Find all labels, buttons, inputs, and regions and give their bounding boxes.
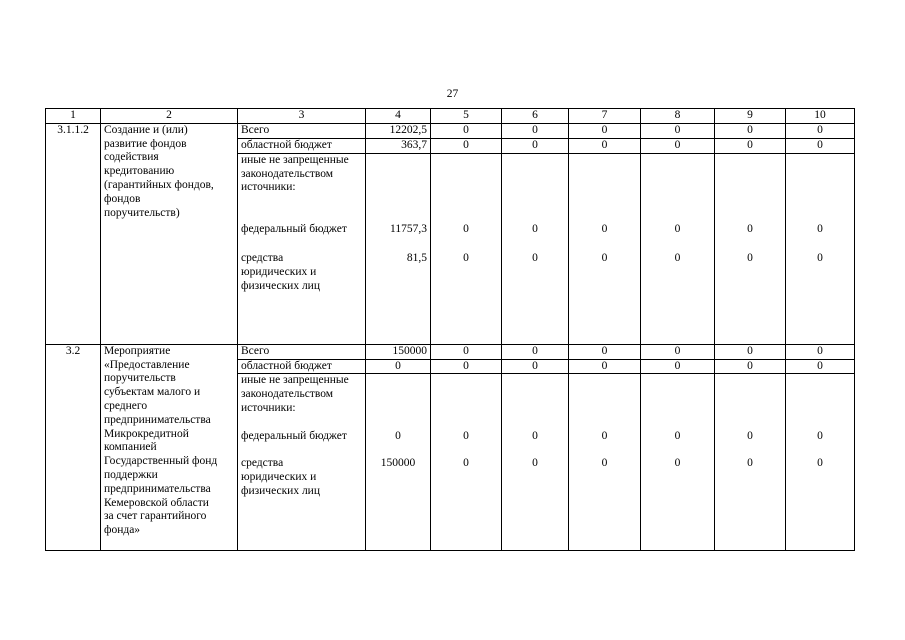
header-cell: 6 (502, 109, 569, 124)
item-name-line: предпринимательства (104, 482, 211, 495)
source-label: областной бюджет (238, 138, 366, 153)
value-group (366, 374, 431, 551)
item-code: 3.1.1.2 (46, 123, 101, 344)
item-name-line: поручительств (104, 372, 176, 385)
source-label: федеральный бюджет (241, 222, 347, 235)
header-cell: 4 (366, 109, 431, 124)
value-cell: 0 (715, 138, 786, 153)
value-cell: 0 (817, 457, 823, 470)
source-label: юридических и (241, 470, 317, 483)
value-cell: 0 (601, 429, 608, 442)
value-cell: 0 (569, 123, 641, 138)
item-name-line: фондов (104, 192, 141, 205)
value-cell: 0 (715, 123, 786, 138)
item-name-line: поддержки (104, 468, 158, 481)
value-cell: 0 (463, 222, 469, 235)
value-cell: 0 (463, 429, 469, 442)
header-cell: 9 (715, 109, 786, 124)
value-cell: 0 (786, 359, 855, 374)
header-cell: 1 (46, 109, 101, 124)
value-cell: 0 (532, 457, 538, 470)
value-group (715, 153, 786, 344)
value-cell: 150000 (366, 344, 431, 359)
item-name-line: Мероприятие (104, 344, 171, 357)
item-name-line: Микрокредитной (104, 427, 189, 440)
row-total (46, 123, 855, 138)
item-name (101, 123, 238, 344)
value-cell: 0 (431, 359, 502, 374)
source-label: физических лиц (241, 484, 320, 497)
value-cell: 0 (786, 344, 855, 359)
value-cell: 0 (747, 222, 753, 235)
source-label-group (238, 153, 366, 344)
value-cell: 0 (715, 344, 786, 359)
value-group (431, 374, 502, 551)
value-cell: 0 (786, 123, 855, 138)
value-cell: 0 (502, 138, 569, 153)
value-cell: 0 (747, 429, 753, 442)
source-label: законодательством (241, 388, 334, 401)
value-cell: 150000 (380, 457, 416, 470)
value-cell: 0 (431, 138, 502, 153)
source-label: иные не запрещенные (241, 374, 349, 387)
item-name-line: субъектам малого и (104, 386, 201, 399)
source-label: законодательством (241, 167, 334, 180)
header-cell: 7 (569, 109, 641, 124)
value-group (502, 153, 569, 344)
source-label: физических лиц (241, 279, 320, 292)
value-group (786, 153, 855, 344)
source-label: источники: (241, 401, 296, 414)
value-cell: 0 (569, 359, 641, 374)
value-cell: 81,5 (406, 252, 427, 265)
item-name-line: за счет гарантийного (104, 510, 207, 523)
header-cell: 10 (786, 109, 855, 124)
source-label: Всего (238, 123, 366, 138)
value-cell: 0 (715, 359, 786, 374)
value-cell: 0 (395, 429, 401, 442)
item-name-line: предпринимательства (104, 413, 211, 426)
header-cell: 2 (101, 109, 238, 124)
value-cell: 0 (569, 138, 641, 153)
value-cell: 0 (674, 429, 681, 442)
value-cell: 0 (463, 457, 469, 470)
source-label: Всего (238, 344, 366, 359)
source-label: средства (241, 457, 284, 470)
value-group (366, 153, 431, 344)
header-cell: 3 (238, 109, 366, 124)
source-label: источники: (241, 181, 296, 194)
value-cell: 363,7 (366, 138, 431, 153)
value-cell: 0 (786, 138, 855, 153)
page-number: 27 (446, 88, 459, 100)
value-cell: 0 (502, 344, 569, 359)
value-group (431, 153, 502, 344)
value-cell: 0 (463, 252, 469, 265)
item-name-line: кредитованию (104, 165, 175, 178)
source-label: средства (241, 252, 284, 265)
row-total (46, 344, 855, 359)
item-name-line: компанией (104, 441, 157, 454)
header-cell: 8 (641, 109, 715, 124)
value-group (715, 374, 786, 551)
value-cell: 0 (674, 222, 681, 235)
value-cell: 0 (817, 252, 823, 265)
value-cell: 0 (431, 344, 502, 359)
value-cell: 0 (641, 123, 715, 138)
value-cell: 12202,5 (366, 123, 431, 138)
item-name-line: фонда» (104, 524, 141, 537)
value-group (569, 374, 641, 551)
value-cell: 0 (601, 222, 608, 235)
value-cell: 0 (569, 344, 641, 359)
value-cell: 0 (502, 359, 569, 374)
value-group (502, 374, 569, 551)
value-cell: 0 (817, 222, 823, 235)
item-code: 3.2 (46, 344, 101, 551)
value-cell: 0 (747, 252, 753, 265)
item-name-line: (гарантийных фондов, (104, 178, 214, 191)
header-row (46, 109, 855, 124)
header-cell: 5 (431, 109, 502, 124)
value-cell: 0 (532, 429, 538, 442)
value-group (786, 374, 855, 551)
value-group (569, 153, 641, 344)
item-name-line: «Предоставление (104, 358, 190, 371)
item-name (101, 344, 238, 551)
value-cell: 0 (366, 359, 431, 374)
value-cell: 0 (601, 252, 608, 265)
value-group (641, 153, 715, 344)
item-name-line: поручительств) (104, 206, 180, 219)
source-label: областной бюджет (238, 359, 366, 374)
source-label: иные не запрещенные (241, 153, 349, 166)
source-label-group (238, 374, 366, 551)
item-name-line: Кемеровской области (104, 496, 209, 509)
value-cell: 0 (641, 138, 715, 153)
source-label: юридических и (241, 266, 317, 279)
source-label: федеральный бюджет (241, 429, 347, 442)
value-cell: 0 (431, 123, 502, 138)
item-name-line: среднего (104, 399, 148, 412)
item-name-line: содействия (104, 151, 159, 164)
value-cell: 0 (817, 429, 823, 442)
value-cell: 0 (641, 344, 715, 359)
value-cell: 0 (502, 123, 569, 138)
value-cell: 0 (747, 457, 753, 470)
item-name-line: Создание и (или) (104, 123, 188, 136)
value-cell: 0 (674, 457, 681, 470)
value-cell: 11757,3 (390, 222, 427, 235)
value-cell: 0 (674, 252, 681, 265)
item-name-line: развитие фондов (104, 137, 187, 150)
value-cell: 0 (601, 457, 608, 470)
item-name-line: Государственный фонд (104, 455, 218, 468)
value-cell: 0 (532, 252, 538, 265)
value-cell: 0 (532, 222, 538, 235)
budget-table (45, 108, 855, 551)
value-group (641, 374, 715, 551)
value-cell: 0 (641, 359, 715, 374)
